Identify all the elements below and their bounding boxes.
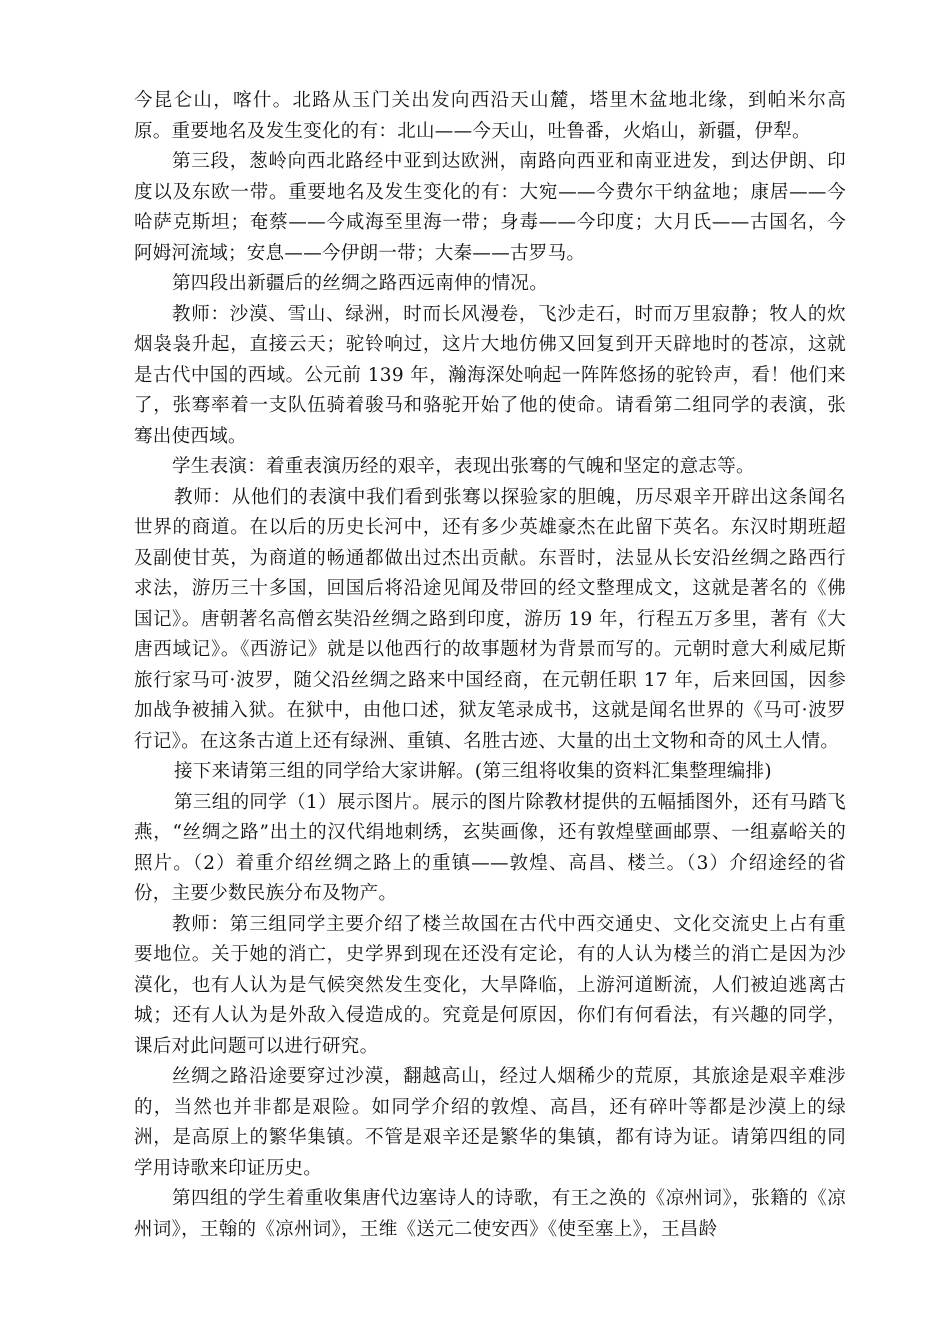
paragraph-oasis-poetry: 丝绸之路沿途要穿过沙漠，翻越高山，经过人烟稀少的荒原，其旅途是艰辛难涉的，当然也并非都是艰险。如同学介绍的敦煌、高昌，还有碎叶等都是沙漠上的绿洲，是高原上的繁华集镇。不管是艰辛还是繁华的集镇，都有诗为证。请第四组的同学用诗歌来印证历史。 (134, 1066, 846, 1179)
paragraph-route-north: 今昆仑山，喀什。北路从玉门关出发向西沿天山麓，塔里木盆地北缘，到帕米尔高原。重要地名及发生变化的有：北山——今天山，吐鲁番，火焰山，新疆，伊犁。 (134, 90, 846, 142)
paragraph-third-group-content: 第三组的同学（1）展示图片。展示的图片除教材提供的五幅插图外，还有马踏飞燕，“丝绸之路”出土的汉代绢地刺绣，玄奘画像，还有敦煌壁画邮票、一组嘉峪关的照片。（2）着重介绍丝绸之路上的重镇——敦煌、高昌、楼兰。（3）介绍途经的省份，主要少数民族分布及物产。 (134, 791, 846, 904)
paragraph-fourth-section: 第四段出新疆后的丝绸之路西远南伸的情况。 (172, 273, 549, 294)
paragraph-student-performance: 学生表演：着重表演历经的艰辛，表现出张骞的气魄和坚定的意志等。 (172, 456, 755, 477)
paragraph-third-section: 第三段，葱岭向西北路经中亚到达欧洲，南路向西亚和南亚进发，到达伊朗、印度以及东欧一带。重要地名及发生变化的有：大宛——今费尔干纳盆地；康居——今哈萨克斯坦；奄蔡——今咸海至里海一带；身毒——今印度；大月氏——古国名，今阿姆河流域；安息——今伊朗一带；大秦——古罗马。 (134, 151, 846, 264)
paragraph-fourth-group-poems: 第四组的学生着重收集唐代边塞诗人的诗歌，有王之涣的《凉州词》，张籍的《凉州词》，王翰的《凉州词》，王维《送元二使安西》《使至塞上》，王昌龄 (134, 1188, 846, 1240)
paragraph-teacher-explorers: 教师：从他们的表演中我们看到张骞以探验家的胆魄，历尽艰辛开辟出这条闻名世界的商道。在以后的历史长河中，还有多少英雄豪杰在此留下英名。东汉时期班超及副使甘英，为商道的畅通都做出过杰出贡献。东晋时，法显从长安沿丝绸之路西行求法，游历三十多国，回国后将沿途见闻及带回的经文整理成文，这就是著名的《佛国记》。唐朝著名高僧玄奘沿丝绸之路到印度，游历 19 年，行程五万多里，著有《大唐西域记》。《西游记》就是以他西行的故事题材为背景而写的。元朝时意大利威尼斯旅行家马可·波罗，随父沿丝绸之路来中国经商，在元朝任职 17 年，后来回国，因参加战争被捕入狱。在狱中，由他口述，狱友笔录成书，这就是闻名世界的《马可·波罗行记》。在这条古道上还有绿洲、重镇、名胜古迹、大量的出土文物和奇的风土人情。 (134, 486, 846, 752)
paragraph-third-group-intro: 接下来请第三组的同学给大家讲解。(第三组将收集的资料汇集整理编排) (174, 761, 772, 782)
paragraph-teacher-loulan: 教师：第三组同学主要介绍了楼兰故国在古代中西交通史、文化交流史上占有重要地位。关于她的消亡，史学界到现在还没有定论，有的人认为楼兰的消亡是因为沙漠化，也有人认为是气候突然发生变化，大旱降临，上游河道断流，人们被迫逃离古城；还有人认为是外敌入侵造成的。究竟是何原因，你们有何看法，有兴趣的同学，课后对此问题可以进行研究。 (134, 913, 846, 1057)
document-page (134, 86, 846, 1245)
paragraph-teacher-western-regions: 教师：沙漠、雪山、绿洲，时而长风漫卷，飞沙走石，时而万里寂静；牧人的炊烟袅袅升起，直接云天；驼铃响过，这片大地仿佛又回复到开天辟地时的苍凉，这就是古代中国的西域。公元前 139 年，瀚海深处响起一阵阵悠扬的驼铃声，看！他们来了，张骞率着一支队伍骑着骏马和骆驼开始了他的使命。请看第二组同学的表演，张骞出使西域。 (134, 303, 846, 447)
